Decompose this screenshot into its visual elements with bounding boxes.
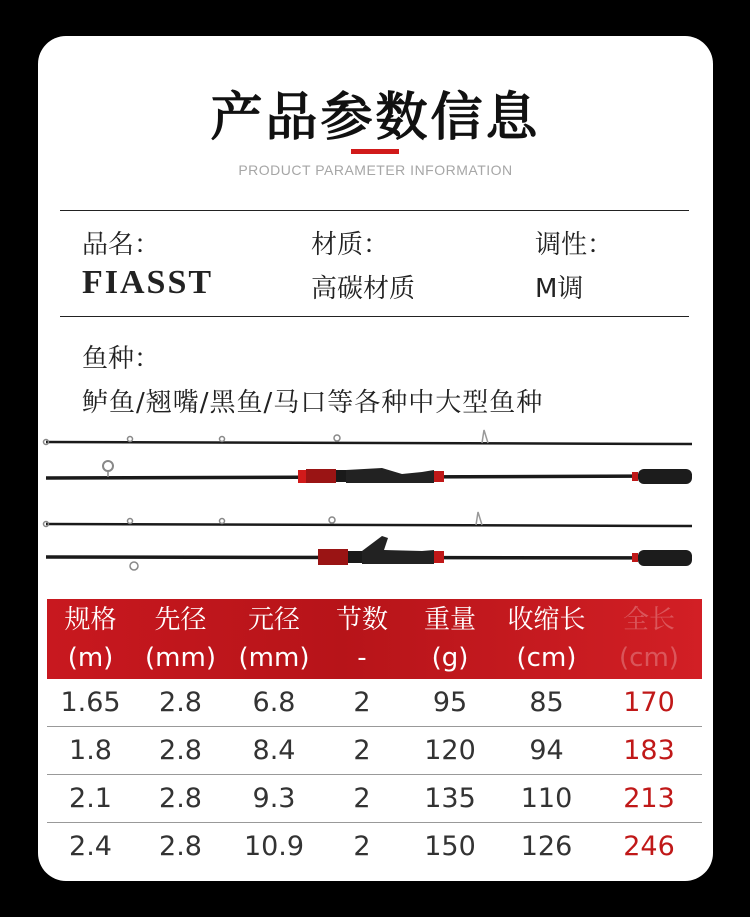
product-name-label: 品名： <box>82 230 161 260</box>
cell-tip-diameter: 2.8 <box>159 735 202 766</box>
cell-closed-length: 85 <box>529 687 564 718</box>
title-accent-bar <box>351 149 399 154</box>
cell-total-length: 170 <box>623 687 675 718</box>
cell-tip-diameter: 2.8 <box>159 783 202 814</box>
cell-sections: 2 <box>353 735 371 766</box>
cell-length: 2.1 <box>69 783 112 814</box>
action-value: M调 <box>535 274 584 304</box>
spinning-rod-image <box>44 430 693 484</box>
page-subtitle: PRODUCT PARAMETER INFORMATION <box>238 162 513 178</box>
fish-species-value: 鲈鱼/翘嘴/黑鱼/马口等各种中大型鱼种 <box>82 388 544 418</box>
cell-length: 2.4 <box>69 831 112 862</box>
divider-mid <box>60 316 689 317</box>
product-parameter-card <box>38 36 713 881</box>
fish-species-label: 鱼种： <box>82 344 161 374</box>
header-sections: 节数 - <box>335 605 388 673</box>
table-header <box>47 599 702 679</box>
cell-total-length: 213 <box>623 783 675 814</box>
rod-product-image <box>42 426 702 576</box>
cell-weight: 135 <box>424 783 476 814</box>
cell-total-length: 183 <box>623 735 675 766</box>
header-total-length: 全长 (cm) <box>619 605 679 673</box>
table-row <box>47 775 702 823</box>
cell-closed-length: 94 <box>529 735 564 766</box>
action-label: 调性： <box>535 230 614 260</box>
cell-length: 1.8 <box>69 735 112 766</box>
header-tip-diameter: 先径 (mm) <box>145 605 216 673</box>
cell-butt-diameter: 8.4 <box>252 735 296 766</box>
header-closed-length: 收缩长 (cm) <box>507 605 586 673</box>
cell-weight: 120 <box>424 735 476 766</box>
cell-length: 1.65 <box>60 687 121 718</box>
cell-closed-length: 110 <box>520 783 573 814</box>
cell-tip-diameter: 2.8 <box>159 831 202 862</box>
table-row <box>47 679 702 727</box>
cell-closed-length: 126 <box>520 831 573 862</box>
cell-tip-diameter: 2.8 <box>159 687 202 718</box>
cell-butt-diameter: 9.3 <box>252 783 296 814</box>
header-weight: 重量 (g) <box>423 605 476 673</box>
cell-butt-diameter: 6.8 <box>252 687 296 718</box>
casting-rod-image <box>44 512 693 570</box>
material-label: 材质： <box>311 230 390 260</box>
cell-sections: 2 <box>353 687 371 718</box>
header-butt-diameter: 元径 (mm) <box>238 605 310 673</box>
cell-sections: 2 <box>353 831 371 862</box>
cell-weight: 95 <box>432 687 468 718</box>
material-value: 高碳材质 <box>311 274 416 304</box>
cell-sections: 2 <box>353 783 371 814</box>
product-name-value: FIASST <box>82 264 214 301</box>
header-length: 规格 (m) <box>64 605 117 673</box>
cell-weight: 150 <box>424 831 476 862</box>
page-title: 产品参数信息 <box>210 88 541 148</box>
cell-butt-diameter: 10.9 <box>243 831 305 862</box>
cell-total-length: 246 <box>623 831 675 862</box>
divider-top <box>60 210 689 211</box>
table-row <box>47 727 702 775</box>
specs-table <box>47 599 702 871</box>
table-row <box>47 823 702 871</box>
